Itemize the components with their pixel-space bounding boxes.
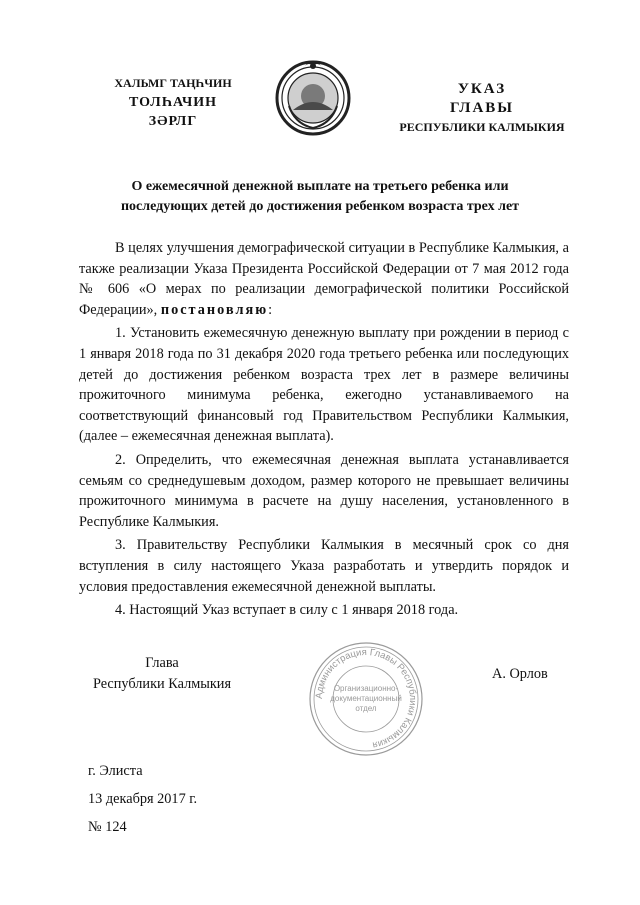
signatory-title-line1: Глава: [145, 655, 179, 671]
item-1: 1. Установить ежемесячную денежную выплату при рождении в период с 1 января 2018 года по 31 декабря 2020 года третьего ребенка или последующих детей до достижения ребенком возраста трех лет в размере величины прожиточного минимума ребенка, ежегодно устанавливаемого на соответствующий финансовый год Правительством Республики Калмыкия, (далее – ежемесячная денежная выплата).: [79, 325, 569, 445]
stamp-center-line3: отдел: [355, 704, 377, 713]
footer-date: 13 декабря 2017 г.: [88, 791, 198, 807]
signatory-name: А. Орлов: [492, 666, 548, 682]
header-right-line2: ГЛАВЫ: [449, 100, 515, 116]
document-body: [79, 238, 569, 624]
header-left-line1: ХАЛЬМГ ТАҢҺЧИН: [114, 76, 232, 90]
header-right-line1: УКАЗ: [457, 81, 507, 97]
item-4: 4. Настоящий Указ вступает в силу с 1 января 2018 года.: [115, 602, 459, 619]
stamp-ring-text: Администрация Главы Республики Калмыкия: [313, 646, 419, 751]
signatory-title-line2: Республики Калмыкия: [92, 676, 232, 692]
item-2: 2. Определить, что ежемесячная денежная выплата устанавливается семьям со среднедушевым доходом, размер которого не превышает величины прожиточного минимума в расчете на душу населения, установленного в Республике Калмыкия.: [79, 451, 569, 530]
header-right-block: [392, 80, 572, 137]
title-line2: последующих детей до достижения ребенком возраста трех лет: [120, 199, 520, 214]
signatory-title: [82, 653, 242, 695]
header-left-line3: ЗӘРЛГ: [148, 114, 198, 129]
header-right-line3: РЕСПУБЛИКИ КАЛМЫКИЯ: [399, 120, 565, 134]
stamp-center-line1: Организационно-: [333, 684, 399, 693]
item-3: 3. Правительству Республики Калмыкия в месячный срок со дня вступления в силу настоящего Указа разработать и утвердить порядок и условия предоставления ежемесячной денежной выплаты.: [79, 537, 569, 595]
header-left-line2: ТОЛҺАЧИН: [128, 95, 218, 110]
title-line1: О ежемесячной денежной выплате на третьего ребенка или: [131, 179, 509, 194]
header-left-block: [78, 74, 268, 131]
preamble-paragraph: [79, 238, 569, 320]
footer-city: г. Элиста: [88, 763, 143, 779]
stamp-center-line2: документационный: [330, 694, 402, 703]
preamble-text: В целях улучшения демографической ситуации в Республике Калмыкия, а также реализации Указа Президента Российской Федерации от 7 мая 2012 года № 606 «О мерах по реализации демографической политики Российской Федерации»,: [79, 240, 569, 318]
coat-of-arms-icon: [271, 54, 355, 138]
official-stamp: [307, 640, 425, 758]
footer-number: № 124: [88, 819, 127, 835]
decree-word: постановляю: [160, 301, 269, 318]
document-title: [90, 177, 550, 217]
decree-colon: :: [268, 301, 273, 318]
